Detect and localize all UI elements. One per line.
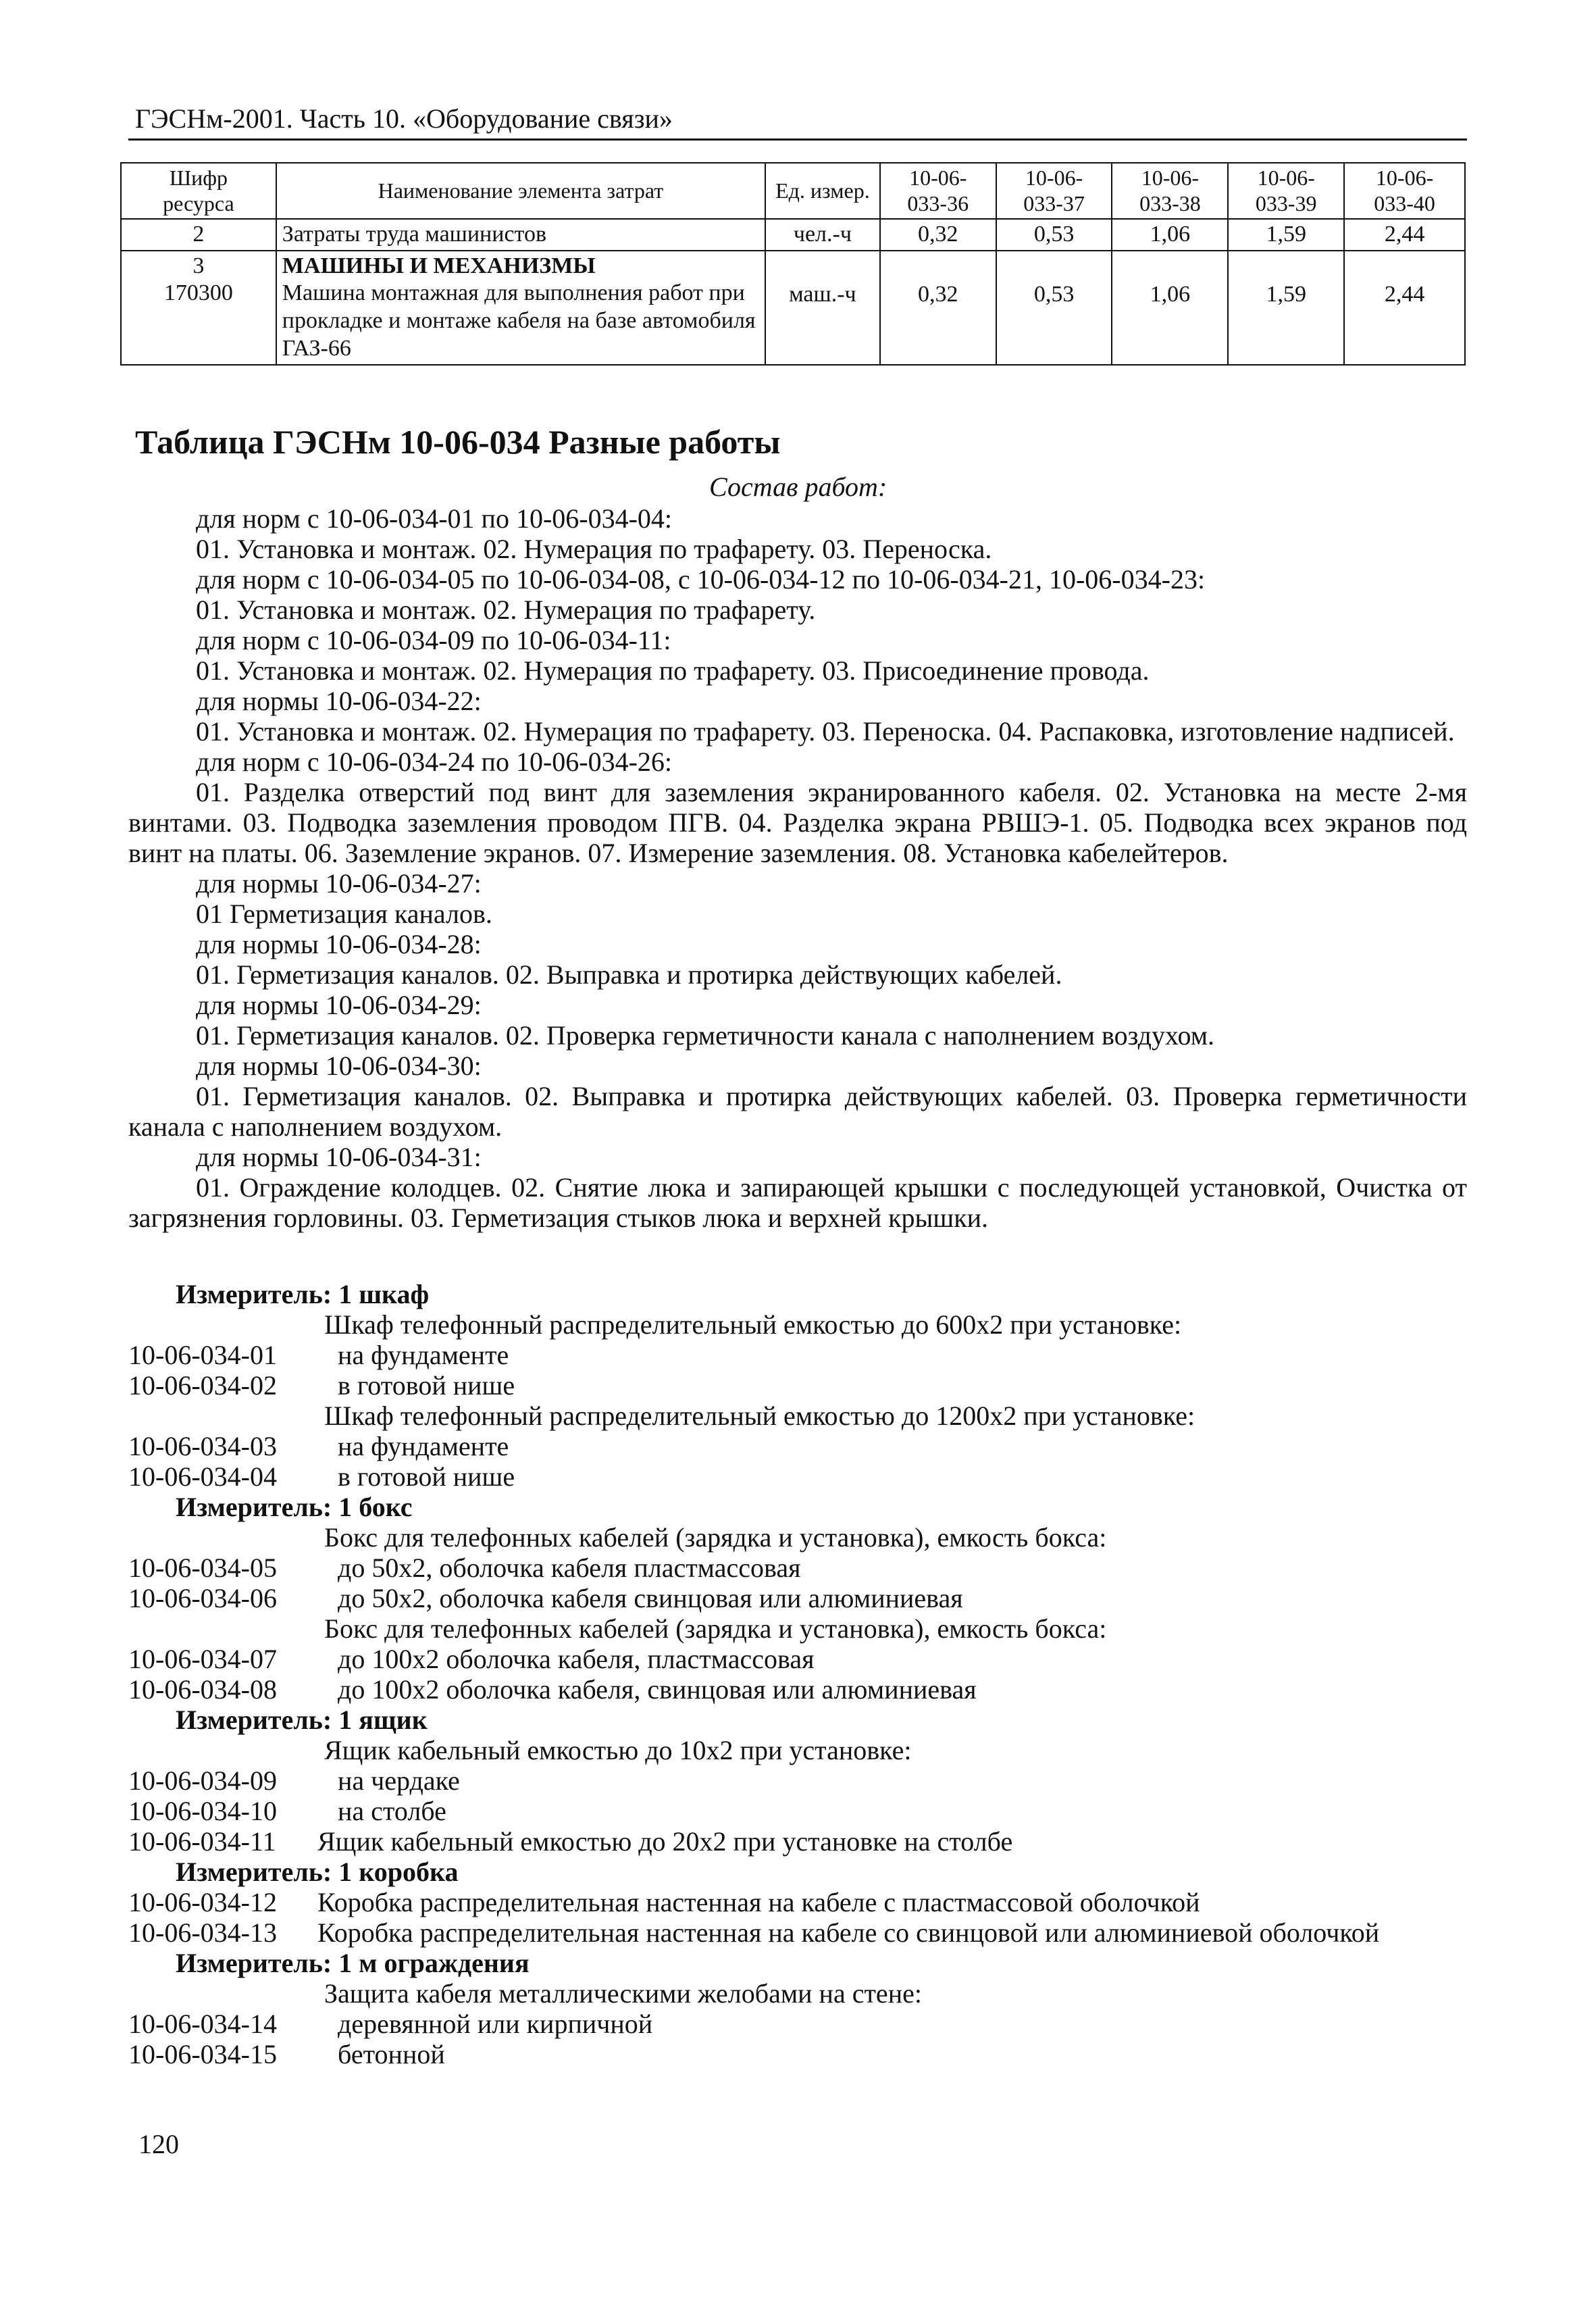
- list-item: [128, 1917, 1467, 1948]
- item-text: в готовой нише: [338, 1461, 515, 1492]
- item-text: бетонной: [338, 2039, 445, 2069]
- item-group-heading: Защита кабеля металлическими желобами на стене:: [324, 1978, 922, 2009]
- running-header: ГЭСНм-2001. Часть 10. «Оборудование связи»: [135, 103, 673, 134]
- item-code: 10-06-034-14: [128, 2009, 277, 2039]
- list-item: [128, 2009, 1467, 2039]
- cell-value: 2,44: [1344, 251, 1465, 365]
- table-title: Таблица ГЭСНм 10-06-034 Разные работы: [135, 423, 781, 461]
- item-text: до 100х2 оболочка кабеля, пластмассовая: [338, 1644, 815, 1674]
- norm-range: для норм с 10-06-034-05 по 10-06-034-08, с 10-06-034-12 по 10-06-034-21, 10-06-034-23:: [196, 564, 1206, 595]
- item-text: до 50х2, оболочка кабеля пластмассовая: [338, 1553, 801, 1583]
- work-steps: 01. Герметизация каналов. 02. Проверка герметичности канала с наполнением воздухом.: [196, 1020, 1215, 1051]
- meter-heading: Измеритель: 1 бокс: [176, 1492, 413, 1522]
- work-steps: 01. Ограждение колодцев. 02. Снятие люка и запирающей крышки с последующей установкой, Очистка от загрязнения горловины. 03. Герметизация стыков люка и верхней крышки.: [128, 1172, 1467, 1233]
- cell-value: 0,32: [880, 219, 996, 251]
- item-code: 10-06-034-15: [128, 2039, 277, 2069]
- list-item: [128, 1765, 1467, 1796]
- item-code: 10-06-034-09: [128, 1765, 277, 1796]
- cell-code: [121, 251, 276, 365]
- table-row: [121, 219, 1465, 251]
- table-header-row: [121, 163, 1465, 219]
- col-header-033-39: 10-06- 033-39: [1228, 163, 1344, 219]
- norm-items: [128, 1279, 1467, 2069]
- norm-range: для нормы 10-06-034-28:: [196, 929, 482, 959]
- list-item: [128, 1340, 1467, 1370]
- item-text: Коробка распределительная настенная на кабеле со свинцовой или алюминиевой оболочкой: [317, 1917, 1380, 1948]
- work-steps: 01. Установка и монтаж. 02. Нумерация по трафарету. 03. Переноска. 04. Распаковка, изготовление надписей.: [196, 716, 1455, 747]
- item-text: на фундаменте: [338, 1340, 509, 1370]
- work-steps: 01. Герметизация каналов. 02. Выправка и протирка действующих кабелей. 03. Проверка герметичности канала с наполнением воздухом.: [128, 1081, 1467, 1142]
- item-code: 10-06-034-08: [128, 1674, 277, 1705]
- list-item: [128, 1644, 1467, 1674]
- work-steps: 01 Герметизация каналов.: [196, 899, 492, 929]
- item-code: 10-06-034-11: [128, 1826, 276, 1857]
- item-text: на столбе: [338, 1796, 446, 1826]
- item-text: до 50х2, оболочка кабеля свинцовая или алюминиевая: [338, 1583, 963, 1613]
- work-steps: 01. Установка и монтаж. 02. Нумерация по трафарету. 03. Присоединение провода.: [196, 655, 1150, 686]
- list-item: [128, 1826, 1467, 1857]
- item-text: в готовой нише: [338, 1370, 515, 1401]
- item-code: 10-06-034-12: [128, 1887, 277, 1917]
- cell-name: Затраты труда машинистов: [276, 219, 765, 251]
- item-group-heading: Ящик кабельный емкостью до 10х2 при установке:: [324, 1735, 912, 1765]
- col-header-code: Шифр ресурса: [121, 163, 276, 219]
- item-group-heading: Бокс для телефонных кабелей (зарядка и установка), емкость бокса:: [324, 1522, 1107, 1553]
- norm-range: для нормы 10-06-034-29:: [196, 990, 482, 1020]
- work-composition: [128, 503, 1467, 1233]
- item-text: Коробка распределительная настенная на кабеле с пластмассовой оболочкой: [317, 1887, 1200, 1917]
- item-code: 10-06-034-10: [128, 1796, 277, 1826]
- col-header-033-40: 10-06- 033-40: [1344, 163, 1465, 219]
- col-header-033-38: 10-06- 033-38: [1112, 163, 1228, 219]
- header-rule: [128, 139, 1467, 141]
- cell-unit: маш.-ч: [765, 251, 880, 365]
- list-item: [128, 1461, 1467, 1492]
- resource-code: 170300: [163, 280, 233, 306]
- item-text: деревянной или кирпичной: [338, 2009, 653, 2039]
- item-group-heading: Шкаф телефонный распределительный емкостью до 600х2 при установке:: [324, 1309, 1182, 1340]
- item-text: Ящик кабельный емкостью до 20х2 при установке на столбе: [317, 1826, 1013, 1857]
- cell-value: 1,59: [1228, 251, 1344, 365]
- table-row: [121, 251, 1465, 365]
- col-header-unit: Ед. измер.: [765, 163, 880, 219]
- list-item: [128, 1887, 1467, 1917]
- item-group-heading: Бокс для телефонных кабелей (зарядка и установка), емкость бокса:: [324, 1613, 1107, 1644]
- work-steps: 01. Разделка отверстий под винт для заземления экранированного кабеля. 02. Установка на месте 2-мя винтами. 03. Подводка заземления проводом ПГВ. 04. Разделка экрана РВШЭ-1. 05. Подводка всех экранов под винт на платы. 06. Заземление экранов. 07. Измерение заземления. 08. Установка кабелейтеров.: [128, 777, 1467, 868]
- group-name: МАШИНЫ И МЕХАНИЗМЫ: [282, 253, 596, 278]
- work-steps: 01. Герметизация каналов. 02. Выправка и протирка действующих кабелей.: [196, 959, 1062, 990]
- list-item: [128, 1431, 1467, 1461]
- norm-range: для нормы 10-06-034-30:: [196, 1051, 482, 1081]
- list-item: [128, 1583, 1467, 1613]
- work-steps: 01. Установка и монтаж. 02. Нумерация по трафарету. 03. Переноска.: [196, 534, 992, 564]
- item-code: 10-06-034-05: [128, 1553, 277, 1583]
- norm-range: для норм с 10-06-034-01 по 10-06-034-04:: [196, 503, 673, 534]
- item-code: 10-06-034-07: [128, 1644, 277, 1674]
- meter-heading: Измеритель: 1 шкаф: [176, 1279, 430, 1309]
- cell-name: [276, 251, 765, 365]
- list-item: [128, 1674, 1467, 1705]
- item-code: 10-06-034-01: [128, 1340, 277, 1370]
- list-item: [128, 2039, 1467, 2069]
- col-header-033-36: 10-06- 033-36: [880, 163, 996, 219]
- work-composition-heading: Состав работ:: [709, 472, 887, 502]
- cell-value: 1,06: [1112, 219, 1228, 251]
- item-code: 10-06-034-13: [128, 1917, 277, 1948]
- list-item: [128, 1553, 1467, 1583]
- cell-unit: чел.-ч: [765, 219, 880, 251]
- item-code: 10-06-034-03: [128, 1431, 277, 1461]
- cell-code: 2: [121, 219, 276, 251]
- resource-name: Машина монтажная для выполнения работ при прокладке и монтаже кабеля на базе автомобиля ГАЗ-66: [282, 280, 756, 361]
- item-text: до 100х2 оболочка кабеля, свинцовая или алюминиевая: [338, 1674, 977, 1705]
- cell-value: 2,44: [1344, 219, 1465, 251]
- work-steps: 01. Установка и монтаж. 02. Нумерация по трафарету.: [196, 595, 816, 625]
- list-item: [128, 1370, 1467, 1401]
- item-code: 10-06-034-02: [128, 1370, 277, 1401]
- norm-range: для нормы 10-06-034-27:: [196, 868, 482, 899]
- meter-heading: Измеритель: 1 ящик: [176, 1705, 428, 1735]
- cell-value: 0,53: [996, 219, 1112, 251]
- item-code: 10-06-034-04: [128, 1461, 277, 1492]
- list-item: [128, 1796, 1467, 1826]
- item-text: на чердаке: [338, 1765, 460, 1796]
- norm-range: для норм с 10-06-034-24 по 10-06-034-26:: [196, 747, 673, 777]
- cell-value: 0,32: [880, 251, 996, 365]
- norm-range: для норм с 10-06-034-09 по 10-06-034-11:: [196, 625, 671, 655]
- page-number: 120: [138, 2129, 179, 2159]
- col-header-name: Наименование элемента затрат: [276, 163, 765, 219]
- cell-value: 1,59: [1228, 219, 1344, 251]
- cell-value: 1,06: [1112, 251, 1228, 365]
- col-header-033-37: 10-06- 033-37: [996, 163, 1112, 219]
- meter-heading: Измеритель: 1 м ограждения: [176, 1948, 530, 1978]
- norm-range: для нормы 10-06-034-31:: [196, 1142, 482, 1172]
- cell-value: 0,53: [996, 251, 1112, 365]
- resource-table: [120, 162, 1466, 366]
- group-code: 3: [192, 253, 205, 278]
- item-group-heading: Шкаф телефонный распределительный емкостью до 1200х2 при установке:: [324, 1401, 1195, 1431]
- item-text: на фундаменте: [338, 1431, 509, 1461]
- norm-range: для нормы 10-06-034-22:: [196, 686, 482, 716]
- item-code: 10-06-034-06: [128, 1583, 277, 1613]
- meter-heading: Измеритель: 1 коробка: [176, 1857, 459, 1887]
